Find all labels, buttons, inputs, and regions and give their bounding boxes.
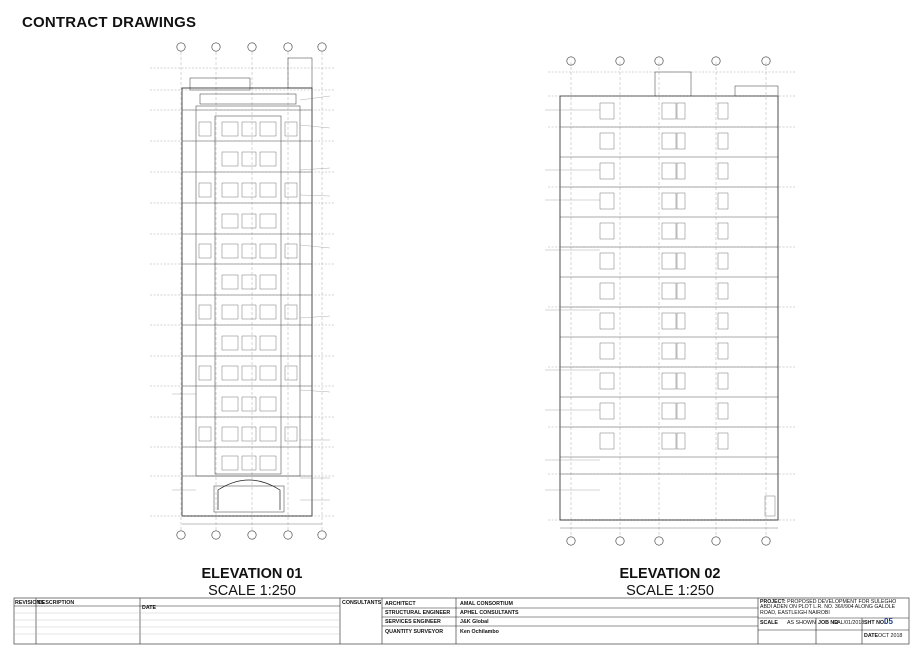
role-architect: ARCHITECT [385,601,416,607]
date-value: OCT 2018 [878,633,903,639]
name-architect: AMAL CONSORTIUM [460,601,513,607]
elevation-02-scale: SCALE 1:250 [626,583,714,599]
revisions-header: REVISIONS [15,600,44,606]
elevation-01-label [162,566,342,599]
name-structural-engineer: APHEL CONSULTANTS [460,610,519,616]
job-label: JOB NO [818,620,839,626]
name-quantity-surveyor: Ken Ochilambo [460,629,499,635]
role-services-engineer: SERVICES ENGINEER [385,619,441,625]
date-label: DATE [864,633,879,639]
consultants-label: CONSULTANTS [342,600,382,606]
job-value: GAL/01/2018 [833,620,865,626]
scale-value: AS SHOWN [787,620,816,626]
elevation-02-title: ELEVATION 02 [619,566,721,582]
role-quantity-surveyor: QUANTITY SURVEYOR [385,629,444,635]
name-services-engineer: J&K Global [460,619,489,625]
date-header: DATE [142,605,157,611]
sheet-number: 05 [884,617,893,626]
project-label: PROJECT: [760,599,786,605]
page-title: CONTRACT DRAWINGS [22,14,197,31]
scale-label: SCALE [760,620,778,626]
elevation-01-title: ELEVATION 01 [201,566,303,582]
sheet-label: SHT NO. [864,620,886,626]
elevation-02-label [580,566,760,599]
elevation-01-scale: SCALE 1:250 [208,583,296,599]
project-block [760,600,907,616]
description-header: DESCRIPTION [38,600,75,606]
role-structural-engineer: STRUCTURAL ENGINEER [385,610,451,616]
project-description: PROPOSED DEVELOPMENT FOR SULEGHO ABDI ADEN ON PLOT L.R. NO. 36/I/904 ALONG GALOLE ROAD, EASTLEIGH NAIROBI [760,599,897,616]
